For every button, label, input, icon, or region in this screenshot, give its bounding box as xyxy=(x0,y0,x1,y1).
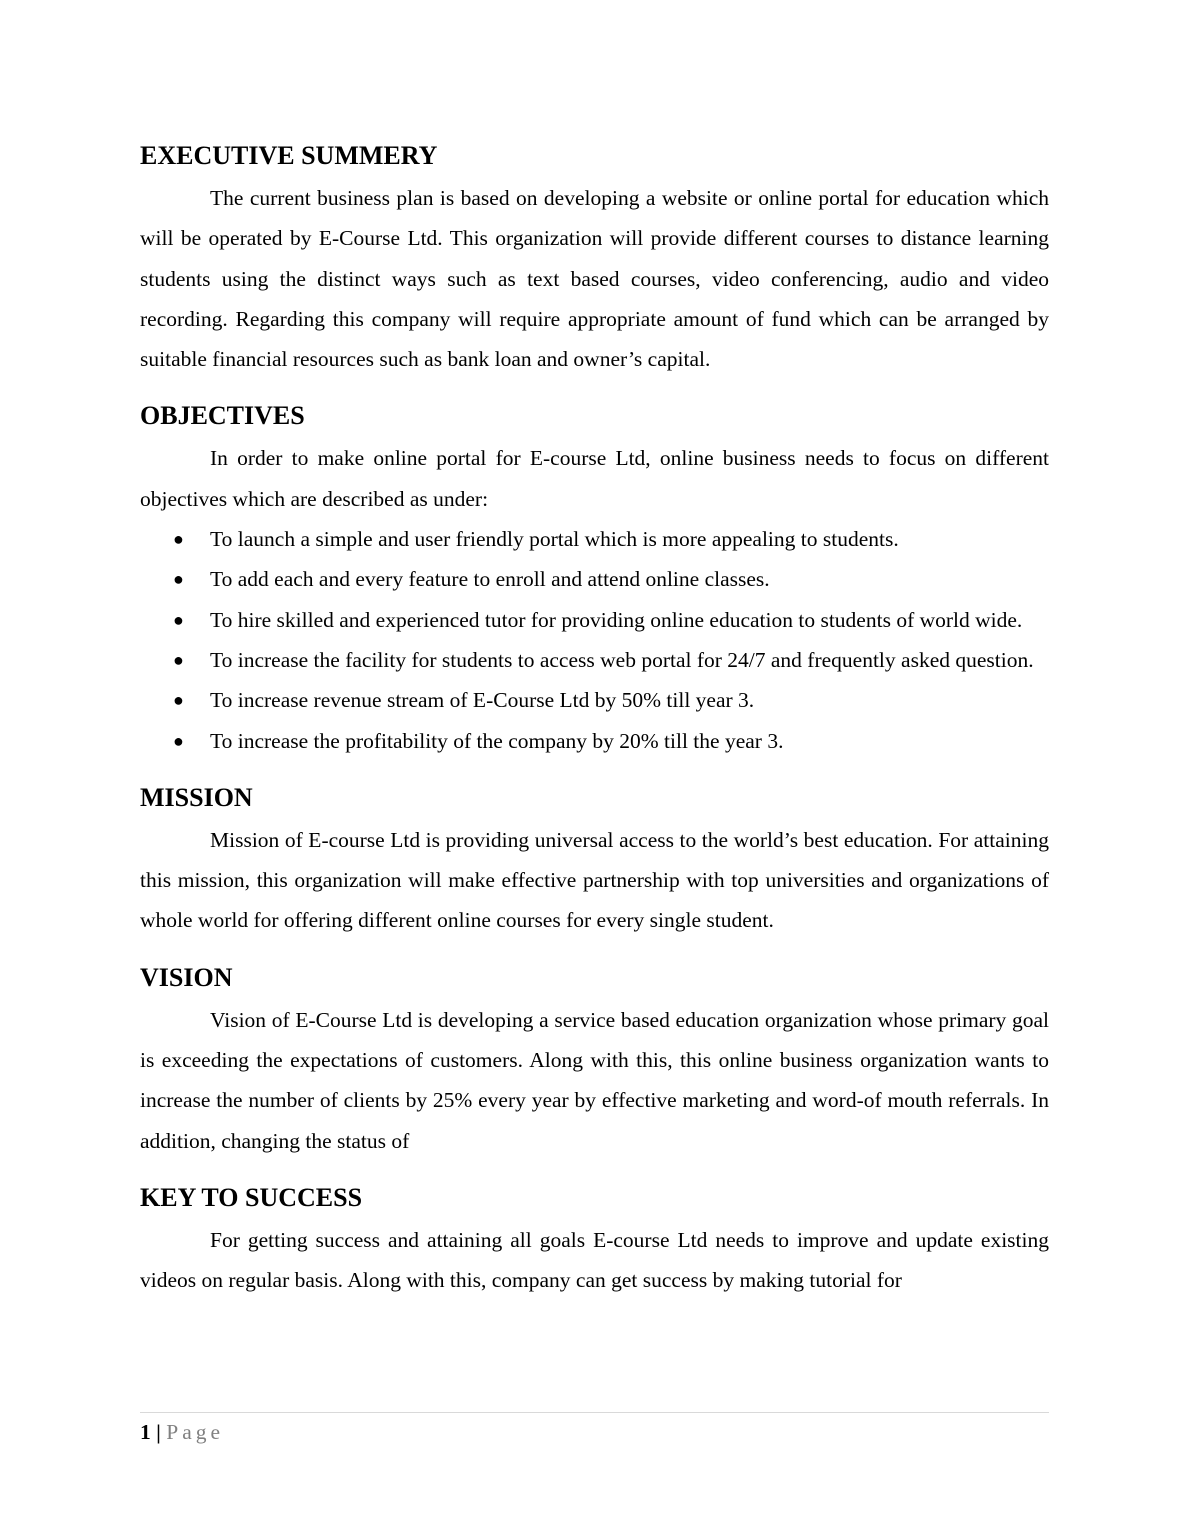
objective-item xyxy=(140,559,1049,599)
vision-section xyxy=(140,960,1049,1161)
objective-text: To increase the facility for students to access web portal for 24/7 and frequently asked question. xyxy=(210,647,1034,672)
vision-heading: VISION xyxy=(140,962,233,992)
bullet-icon: ● xyxy=(173,649,184,670)
key-to-success-section xyxy=(140,1180,1049,1301)
mission-section xyxy=(140,780,1049,941)
bullet-icon: ● xyxy=(173,690,184,711)
page-label: Page xyxy=(166,1420,225,1444)
key-to-success-paragraph: For getting success and attaining all goals E-course Ltd needs to improve and update existing videos on regular basis. Along with this, company can get success by making tutorial for xyxy=(140,1227,1049,1293)
mission-heading: MISSION xyxy=(140,782,253,812)
executive-summary-paragraph: The current business plan is based on developing a website or online portal for education which will be operated by E-Course Ltd. This organization will provide different courses to distance learning students using the distinct ways such as text based courses, video conferencing, audio and video recording. Regarding this company will require appropriate amount of fund which can be arranged by suitable financial resources such as bank loan and owner’s capital. xyxy=(140,186,1049,372)
objective-text: To increase revenue stream of E-Course Ltd by 50% till year 3. xyxy=(210,688,755,713)
bullet-icon: ● xyxy=(173,569,184,590)
bullet-icon: ● xyxy=(173,730,184,751)
key-to-success-heading: KEY TO SUCCESS xyxy=(140,1182,363,1212)
objective-text: To increase the profitability of the company by 20% till the year 3. xyxy=(210,728,784,753)
document-page xyxy=(140,138,1049,1301)
objective-item xyxy=(140,519,1049,559)
objective-item xyxy=(140,680,1049,720)
objective-item xyxy=(140,640,1049,680)
objectives-paragraph: In order to make online portal for E-course Ltd, online business needs to focus on different objectives which are described as under: xyxy=(140,446,1049,511)
objective-item xyxy=(140,721,1049,761)
page-separator: | xyxy=(150,1420,167,1444)
objective-text: To launch a simple and user friendly portal which is more appealing to students. xyxy=(210,527,899,552)
objective-text: To hire skilled and experienced tutor for providing online education to students of world wide. xyxy=(210,607,1023,632)
executive-summary-heading: EXECUTIVE SUMMERY xyxy=(140,141,438,170)
vision-paragraph: Vision of E-Course Ltd is developing a service based education organization whose primary goal is exceeding the expectations of customers. Along with this, this online business organization wants to increase the number of clients by 25% every year by effective marketing and word-of mouth referrals. In addition, changing the status of xyxy=(140,1007,1049,1153)
objective-item xyxy=(140,600,1049,640)
objectives-section xyxy=(140,398,1049,760)
objectives-heading: OBJECTIVES xyxy=(140,401,305,431)
bullet-icon: ● xyxy=(173,609,184,630)
page-footer xyxy=(140,1412,1049,1447)
page-number: 1 xyxy=(140,1420,151,1444)
bullet-icon: ● xyxy=(173,529,184,550)
executive-summary-section xyxy=(140,138,1049,379)
objective-text: To add each and every feature to enroll and attend online classes. xyxy=(210,567,770,592)
objectives-list xyxy=(140,519,1049,761)
mission-paragraph: Mission of E-course Ltd is providing universal access to the world’s best education. For attaining this mission, this organization will make effective partnership with top universities and organizations of whole world for offering different online courses for every single student. xyxy=(140,827,1049,933)
